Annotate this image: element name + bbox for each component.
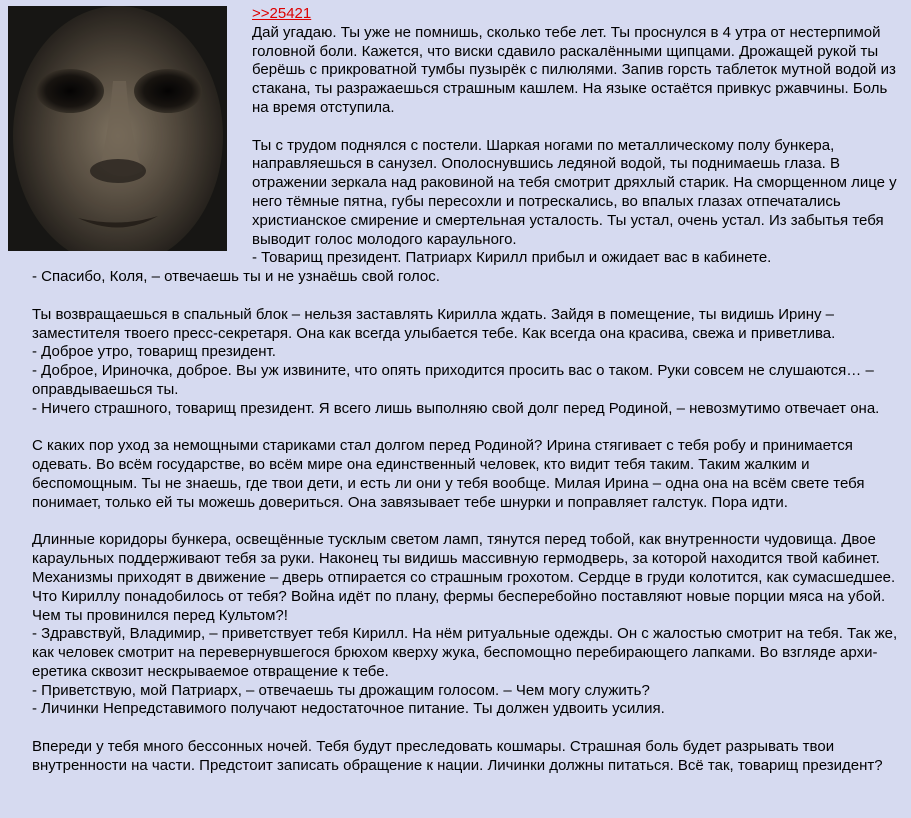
paragraph-7: Впереди у тебя много бессонных ночей. Тебя будут преследовать кошмары. Страшная боль будет разрывать твои внутренности на части. Предстоит записать обращение к нации. Личинки должны питаться. Всё так, товарищ президент? bbox=[32, 738, 883, 774]
post-image[interactable] bbox=[8, 6, 227, 251]
paragraph-1: Дай угадаю. Ты уже не помнишь, сколько тебе лет. Ты проснулся в 4 утра от нестерпимой головной боли. Кажется, что виски сдавило раскалёнными щипцами. Дрожащей рукой ты берёшь с прикроватной тумбы пузырёк с пилюлями. Запив горсть таблеток мутной водой из стакана, ты разражаешься страшным кашлем. На языке остаётся привкус ржавчины. Боль на время отступила. bbox=[252, 23, 896, 116]
paragraph-6-line-2: - Здравствуй, Владимир, – приветствует тебя Кирилл. На нём ритуальные одежды. Он с жалостью смотрит на тебя. Так же, как человек смотрит на перевернувшегося брюхом кверху жука, беспомощно перебирающего лапками. Во взгляде архи-еретика сквозит нескрываемое отвращение к тебе. bbox=[32, 625, 898, 680]
paragraph-4-line-3: - Доброе, Ириночка, доброе. Вы уж извините, что опять приходится просить вас о таком. Руки совсем не слушаются… – оправдываешься ты. bbox=[32, 362, 874, 398]
paragraph-6-line-3: - Приветствую, мой Патриарх, – отвечаешь ты дрожащим голосом. – Чем могу служить? bbox=[32, 681, 650, 699]
paragraph-4-line-2: - Доброе утро, товарищ президент. bbox=[32, 343, 276, 361]
paragraph-5: С каких пор уход за немощными стариками стал долгом перед Родиной? Ирина стягивает с тебя робу и принимается одевать. Во всём государстве, во всём мире она единственный человек, кто видит тебя таким. Таким жалким и беспомощным. Ты не знаешь, где твои дети, и есть ли они у тебя вообще. Милая Ирина – одна она на всём свете тебя понимает, только ей ты можешь довериться. Она завязывает тебе шнурки и поправляет галстук. Пора идти. bbox=[32, 437, 865, 511]
paragraph-2: Ты с трудом поднялся с постели. Шаркая ногами по металлическому полу бункера, направляешься в санузел. Ополоснувшись ледяной водой, ты поднимаешь глаза. В отражении зеркала над раковиной на тебя смотрит дряхлый старик. На сморщенном лице у него тёмные пятна, губы пересохли и потрескались, во впалых глазах отпечатались христианское смирение и смертельная усталость. Ты устал, очень устал. Из забытья тебя выводит голос молодого караульного. bbox=[252, 136, 897, 248]
paragraph-6-line-4: - Личинки Непредставимого получают недостаточное питание. Ты должен удвоить усилия. bbox=[32, 700, 665, 718]
face-image-graphic bbox=[8, 6, 227, 251]
paragraph-2-line-2: - Товарищ президент. Патриарх Кирилл прибыл и ожидает вас в кабинете. bbox=[252, 249, 772, 267]
paragraph-4: Ты возвращаешься в спальный блок – нельзя заставлять Кирилла ждать. Зайдя в помещение, ты видишь Ирину – заместителя твоего пресс-секретаря. Она как всегда улыбается тебе. Как всегда она красива, свежа и приветлива. bbox=[32, 305, 836, 342]
reply-link[interactable]: >>25421 bbox=[252, 5, 312, 22]
paragraph-4-line-4: - Ничего страшного, товарищ президент. Я всего лишь выполняю свой долг перед Родиной, – невозмутимо отвечает она. bbox=[32, 399, 880, 417]
paragraph-6: Длинные коридоры бункера, освещённые тусклым светом ламп, тянутся перед тобой, как внутренности чудовища. Двое караульных поддерживают тебя за руки. Наконец ты видишь массивную гермодверь, за которой находится твой кабинет. Механизмы приходят в движение – дверь отпирается со страшным грохотом. Сердце в груди колотится, как сумасшедшее. Что Кириллу понадобилось от тебя? Война идёт по плану, фермы бесперебойно поставляют новые порции мяса на убой. Чем ты провинился перед Культом?! bbox=[32, 531, 896, 624]
paragraph-3: - Спасибо, Коля, – отвечаешь ты и не узнаёшь свой голос. bbox=[32, 268, 440, 286]
